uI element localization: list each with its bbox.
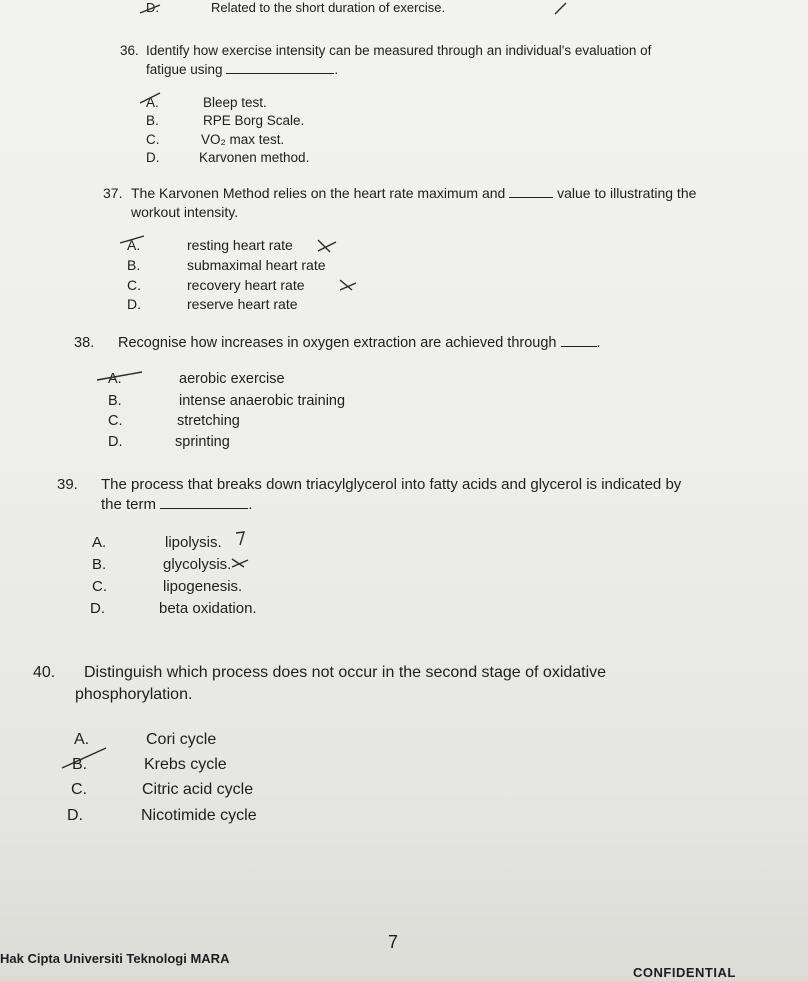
option-letter: D.: [146, 150, 160, 165]
option-text: sprinting: [175, 434, 230, 450]
question-stem: Distinguish which process does not occur in the second stage of oxidative: [84, 664, 607, 681]
option-letter: C.: [146, 132, 160, 147]
option-text: beta oxidation.: [159, 600, 257, 617]
stem-end: .: [248, 496, 253, 513]
pen-stroke: [120, 236, 144, 243]
pen-stroke: [140, 5, 160, 13]
pen-stroke: [340, 280, 356, 290]
option-letter: A.: [74, 731, 90, 748]
option-text: Bleep test.: [203, 95, 267, 110]
question-number: 39.: [57, 476, 78, 493]
option-letter: A.: [108, 371, 122, 387]
page-number: 7: [388, 932, 399, 952]
stem-text: the term: [101, 496, 157, 513]
option-letter: D.: [67, 807, 83, 824]
pen-stroke: [318, 240, 336, 252]
option-letter: B.: [127, 257, 141, 273]
option-text: RPE Borg Scale.: [203, 113, 305, 128]
option-letter: C.: [127, 277, 141, 293]
question-stem-line2: phosphorylation.: [75, 686, 193, 703]
option-text: reserve heart rate: [187, 296, 298, 312]
pen-stroke: [140, 93, 160, 103]
option-text: Related to the short duration of exercise.: [211, 0, 446, 15]
pen-stroke: [62, 748, 106, 768]
option-text: lipolysis.: [165, 534, 222, 551]
option-text: Citric acid cycle: [142, 781, 254, 798]
confidential-label: CONFIDENTIAL: [633, 965, 736, 980]
option-letter: D.: [90, 600, 105, 617]
option-letter: D.: [108, 434, 123, 450]
option-text: resting heart rate: [187, 237, 293, 253]
option-text: recovery heart rate: [187, 277, 305, 293]
option-letter: D.: [127, 296, 141, 312]
stem-end: .: [334, 62, 339, 77]
option-letter: B.: [108, 393, 122, 409]
option-text: intense anaerobic training: [179, 393, 346, 409]
question-number: 38.: [74, 335, 95, 351]
option-letter: C.: [71, 781, 87, 798]
option-text: aerobic exercise: [179, 371, 285, 387]
option-text: Karvonen method.: [199, 150, 310, 165]
pen-stroke: [97, 372, 142, 380]
question-number: 37.: [103, 185, 123, 201]
stem-text: fatigue using: [146, 62, 223, 77]
option-letter: D.: [146, 0, 159, 15]
option-text: Nicotimide cycle: [141, 807, 257, 824]
option-letter: A.: [146, 95, 159, 110]
option-letter: C.: [108, 413, 123, 429]
pen-stroke: [232, 559, 248, 567]
option-letter: A.: [127, 237, 141, 253]
question-stem: Identify how exercise intensity can be measured through an individual's evaluation of: [146, 43, 652, 58]
option-text: Krebs cycle: [144, 756, 227, 773]
option-letter: A.: [92, 534, 107, 551]
stem-text-after: value to illustrating the: [557, 185, 697, 201]
option-text: glycolysis.: [163, 556, 232, 573]
option-letter: B.: [92, 556, 107, 573]
copyright-footer: Hak Cipta Universiti Teknologi MARA: [0, 951, 230, 966]
option-text: Cori cycle: [146, 731, 217, 748]
option-text: VO₂ max test.: [201, 132, 285, 147]
stem-text: The Karvonen Method relies on the heart rate maximum and: [131, 185, 506, 201]
question-stem-line2: workout intensity.: [131, 204, 239, 220]
question-number: 36.: [120, 43, 139, 58]
question-number: 40.: [33, 664, 56, 681]
question-stem: The process that breaks down triacylglycerol into fatty acids and glycerol is indicated by: [101, 476, 682, 493]
stem-end: .: [596, 335, 601, 351]
option-letter: C.: [92, 578, 107, 595]
pen-stroke: [236, 532, 244, 545]
option-text: stretching: [177, 413, 240, 429]
option-text: lipogenesis.: [163, 578, 243, 595]
pen-stroke: [555, 3, 566, 14]
option-letter: B.: [72, 756, 88, 773]
option-text: submaximal heart rate: [187, 257, 326, 273]
option-letter: B.: [146, 113, 159, 128]
stem-text: Recognise how increases in oxygen extraction are achieved through: [118, 335, 557, 351]
